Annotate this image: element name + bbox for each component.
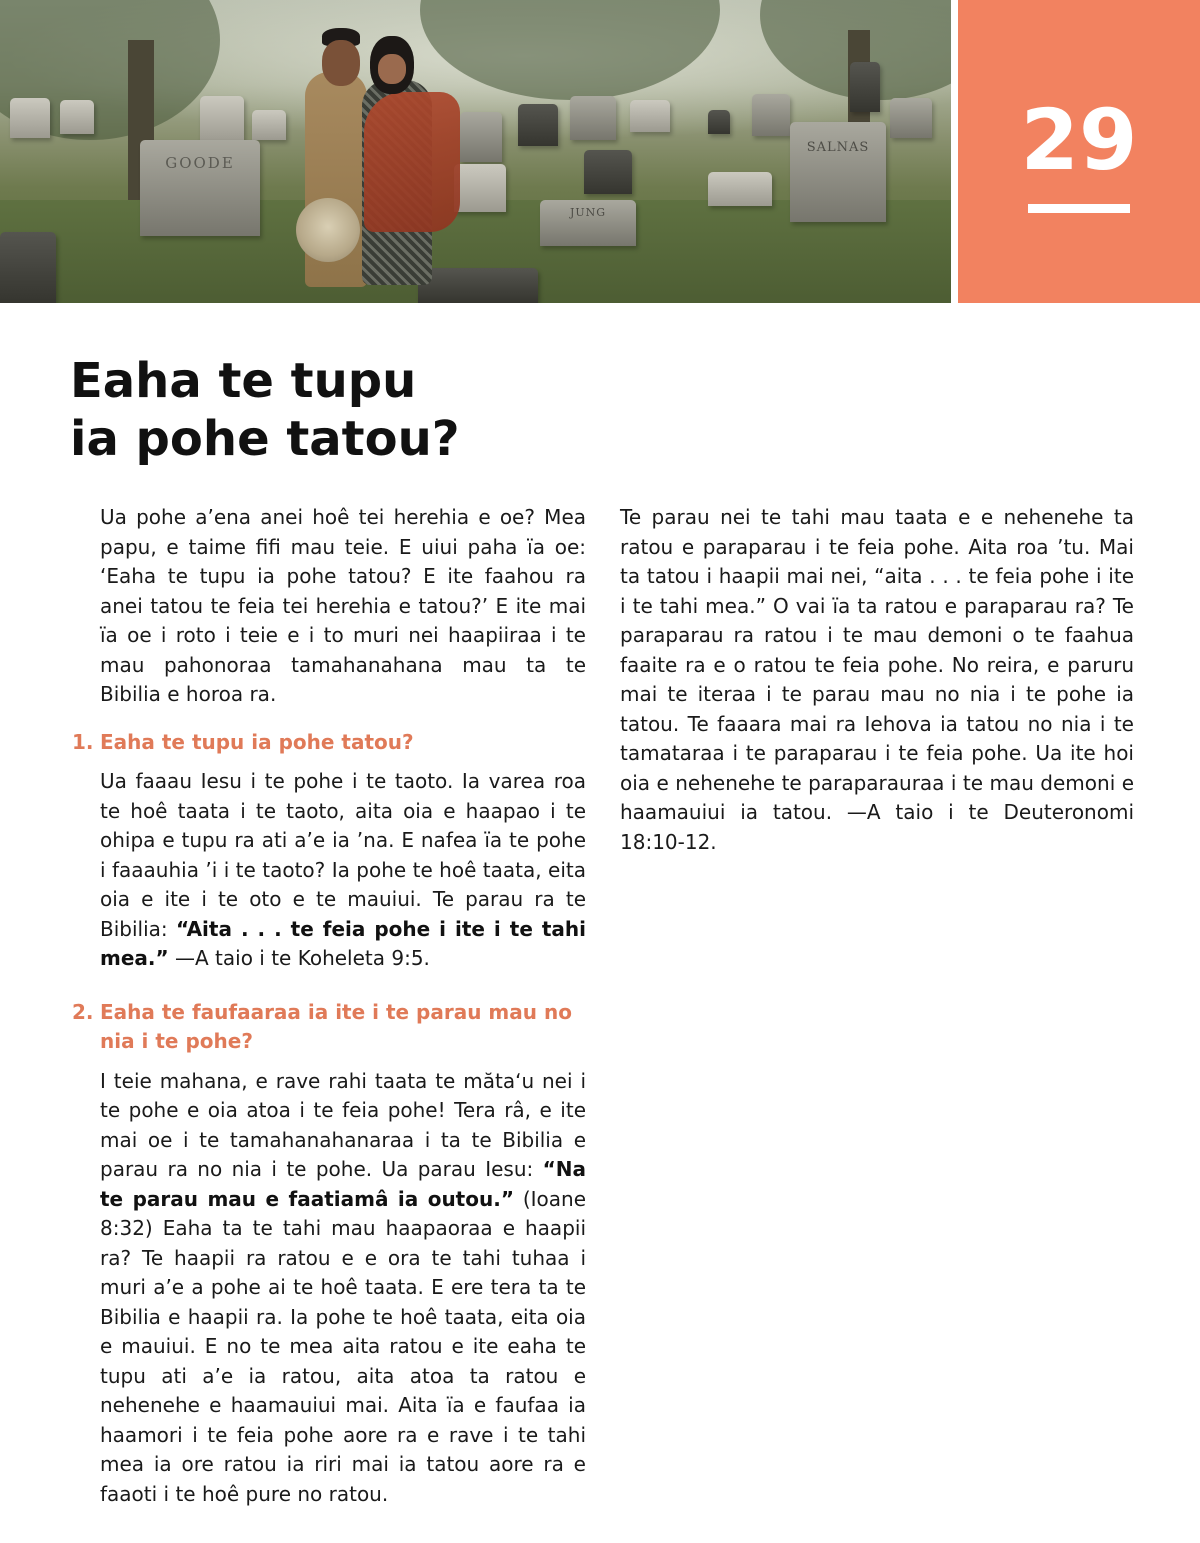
gravestone	[850, 62, 880, 112]
section-1-text: Ua faaau Iesu i te pohe i te taoto. Ia varea roa te hoê taata i te taoto, aita oia e haapao i te ohipa e tupu ra ati a’e ia ’na. E nafea ïa te pohe i faaauhia ’i i te taoto? Ia pohe te hoê taata, eita oia e ite i te oto e te mauiui. Te parau ra te Bibilia:	[100, 769, 586, 941]
lesson-number-underline	[1028, 204, 1130, 213]
gravestone-label: GOODE	[165, 154, 235, 172]
gravestone	[890, 98, 932, 138]
gravestone-label: SALNAS	[806, 140, 870, 155]
title-line-1: Eaha te tupu	[70, 353, 417, 409]
gravestone	[252, 110, 286, 140]
gravestone	[570, 96, 616, 140]
left-column	[72, 503, 586, 1521]
woman-scarf	[364, 92, 460, 232]
section-2-paragraph-2: Te parau nei te tahi mau taata e e nehenehe ta ratou e paraparau i te feia pohe. Aita roa ’tu. Mai ta tatou i haapii mai nei, “aita . . . te feia pohe i ite i te tahi mea.” O vai ïa ta ratou e paraparau ra? Te paraparau ra ratou i te mau demoni o te faahua faaite ra e o ratou te feia pohe. No reira, e paruru mai te iteraa i te parau mau no nia i te pohe ia tatou. Te faaara mai ra Iehova ia tatou no nia i te tamataraa i te paraparau i te feia pohe. Ua ite hoi oia e nehenehe te paraparauraa i te mau demoni e haamauiui ia tatou. —A taio i te Deuteronomi 18:10-12.	[620, 505, 1134, 854]
lesson-number-block	[958, 0, 1200, 303]
gravestone-goode	[140, 140, 260, 236]
section-2-paragraph	[72, 1067, 586, 1510]
gravestone	[460, 112, 502, 162]
gravestone	[518, 104, 558, 146]
gravestone	[418, 268, 538, 303]
gravestone	[454, 164, 506, 212]
section-2-heading	[72, 998, 586, 1057]
gravestone-jung	[540, 200, 636, 246]
page-title	[70, 352, 460, 468]
intro-paragraph: Ua pohe a’ena anei hoê tei herehia e oe? Mea papu, e taime fifi mau teie. E uiui paha ïa oe: ‘Eaha te tupu ia pohe tatou? E ite faahou ra anei tatou te feia tei herehia e tatou?’ E ite mai ïa oe i roto i teie e i to muri nei haapiiraa i te mau pahonoraa tamahanahana mau ta te Bibilia e horoa ra.	[100, 505, 586, 706]
header-photo	[0, 0, 951, 303]
section-1-heading-text: Eaha te tupu ia pohe tatou?	[100, 729, 414, 754]
gravestone	[200, 96, 244, 142]
title-line-2: ia pohe tatou?	[70, 411, 460, 467]
section-2-text: I teie mahana, e rave rahi taata te mătaʻu nei i te pohe e oia atoa i te feia pohe! Tera râ, e ite mai oe i te tamahanahanaraa i ta te Bibilia e parau ra no nia i te pohe. Ua parau Iesu:	[100, 1068, 586, 1181]
gravestone	[708, 110, 730, 134]
section-1-reference: —A taio i te Koheleta 9:5.	[168, 946, 430, 970]
gravestone	[10, 98, 50, 138]
man-head	[322, 40, 360, 86]
gravestone	[60, 100, 94, 134]
section-1-paragraph	[72, 767, 586, 974]
lesson-number: 29	[1020, 91, 1138, 189]
section-1-quote: “Aita . . . te feia pohe i ite i te tahi mea.”	[100, 916, 586, 970]
right-column	[620, 503, 1134, 869]
gravestone	[584, 150, 632, 194]
section-1-number: 1.	[72, 729, 94, 754]
section-2-quote: “Na te parau mau e faatiamâ ia outou.”	[100, 1157, 586, 1211]
gravestone	[708, 172, 772, 206]
gravestone-salnas	[790, 122, 886, 222]
woman-face	[378, 54, 406, 84]
section-2-text-continued: (Ioane 8:32) Eaha ta te tahi mau haapaoraa e haapii ra? Te haapii ra ratou e e ora te tahi tuhaa i muri a’e a pohe ai te hoê taata. E ere tera ta te Bibilia e haapii ra. Ia pohe te hoê taata, eita oia e mauiui. E no te mea aita ratou e ite eaha te tupu ati a’e ia ratou, aita atoa ta ratou e nehenehe e haamauiui mai. Aita ïa e faufaa ia haamori i te feia pohe aore ra e rave i te tahi mea ia ore ratou ia riri mai ia tatou aore ra e faaoti i te hoê pure no ratou.	[100, 1186, 586, 1506]
hat	[296, 198, 360, 262]
gravestone	[752, 94, 790, 136]
gravestone	[630, 100, 670, 132]
section-2-number: 2.	[72, 999, 94, 1024]
gravestone-label: JUNG	[569, 206, 607, 219]
gravestone	[0, 232, 56, 303]
section-2-heading-text: Eaha te faufaaraa ia ite i te parau mau no nia i te pohe?	[100, 999, 572, 1053]
section-1-heading	[72, 728, 586, 758]
